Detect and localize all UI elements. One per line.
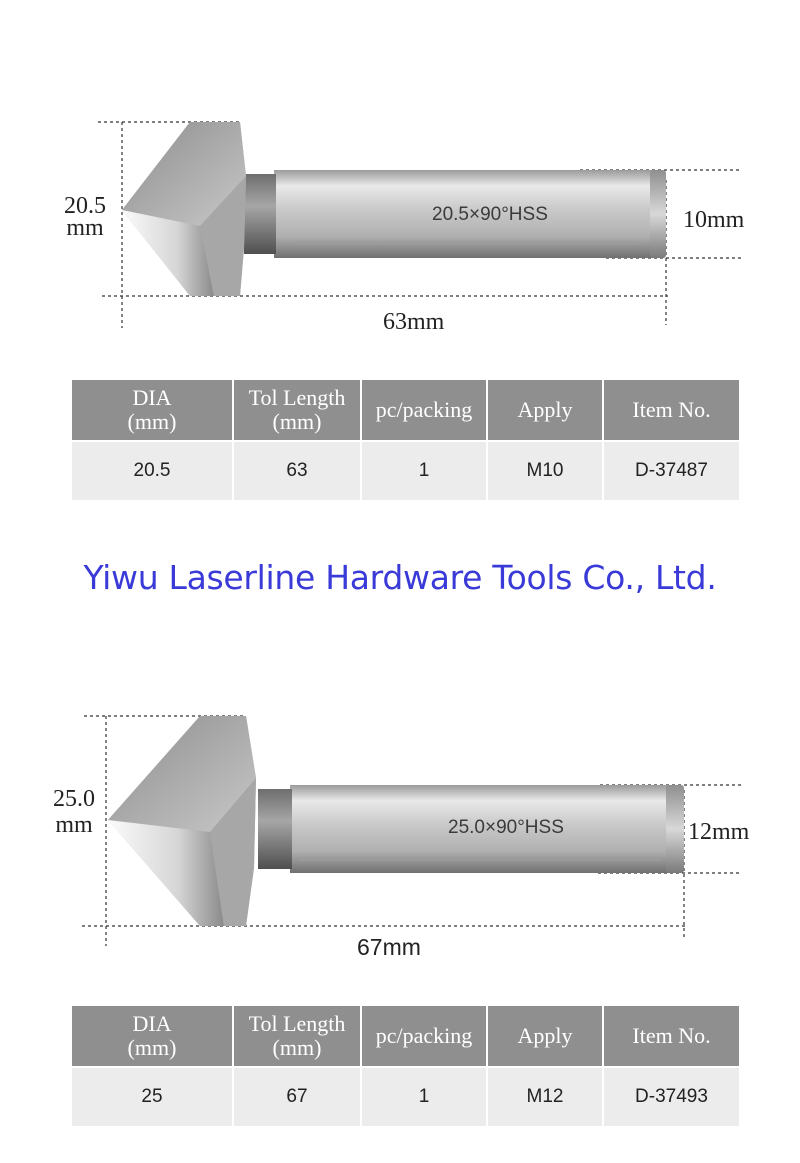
header-item-no: Item No. (604, 380, 739, 440)
shank-label-2: 12mm (688, 819, 750, 845)
header-pc-packing: pc/packing (362, 1006, 488, 1066)
table-row (72, 1066, 739, 1126)
shank-label-1: 10mm (683, 207, 745, 233)
countersink-drawing-1 (0, 0, 800, 350)
cell-item-no: D-37493 (604, 1066, 739, 1126)
spec-table-2 (72, 1006, 739, 1126)
product-1 (0, 0, 800, 520)
header-dia: DIA (mm) (72, 380, 234, 440)
header-apply: Apply (488, 1006, 604, 1066)
length-label-2: 67mm (357, 934, 421, 960)
neck-2 (258, 789, 292, 869)
spec-table-1 (72, 380, 739, 500)
cell-pc-packing: 1 (362, 1066, 488, 1126)
cell-tol-length: 67 (234, 1066, 362, 1126)
countersink-drawing-2 (0, 690, 800, 970)
cell-dia: 25 (72, 1066, 234, 1126)
cell-apply: M12 (488, 1066, 604, 1126)
table-row (72, 440, 739, 500)
header-tol-length: Tol Length (mm) (234, 1006, 362, 1066)
neck-1 (244, 174, 276, 254)
header-dia: DIA (mm) (72, 1006, 234, 1066)
company-name: Yiwu Laserline Hardware Tools Co., Ltd. (83, 558, 717, 597)
cell-tol-length: 63 (234, 440, 362, 500)
cell-dia: 20.5 (72, 440, 234, 500)
dia-label-2: 25.0 mm (53, 786, 95, 838)
length-label-1: 63mm (383, 309, 445, 335)
table-header-row (72, 1006, 739, 1066)
table-header-row (72, 380, 739, 440)
cell-pc-packing: 1 (362, 440, 488, 500)
header-apply: Apply (488, 380, 604, 440)
cell-apply: M10 (488, 440, 604, 500)
engraving-1: 20.5×90°HSS (432, 204, 548, 225)
engraving-2: 25.0×90°HSS (448, 817, 564, 838)
cell-item-no: D-37487 (604, 440, 739, 500)
product-2 (0, 690, 800, 1150)
header-item-no: Item No. (604, 1006, 739, 1066)
header-pc-packing: pc/packing (362, 380, 488, 440)
dia-label-1: 20.5 mm (64, 193, 106, 241)
header-tol-length: Tol Length (mm) (234, 380, 362, 440)
